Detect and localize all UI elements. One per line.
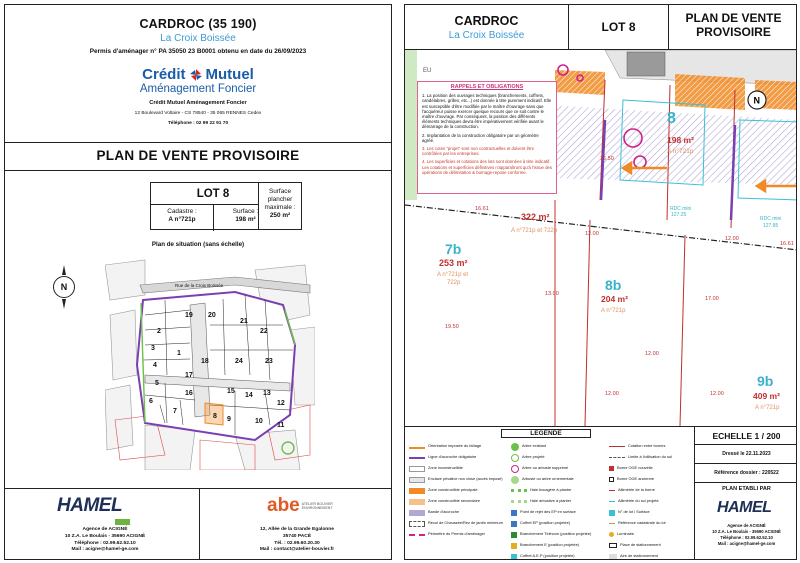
legend-item <box>609 529 695 540</box>
lot7b-cad-2: 722p <box>447 280 461 286</box>
legend-item-label: Branchement E (position projetée) <box>520 542 580 548</box>
hamel-logo-text: HAMEL <box>57 495 123 516</box>
map-lot-number: 23 <box>265 358 273 365</box>
parcel-eu-label: EU <box>423 68 432 74</box>
credit-mutuel-phone: Téléphone : 02 99 22 91 70 <box>167 121 229 126</box>
map-lot-number: 13 <box>263 390 271 397</box>
legend-item <box>409 463 509 474</box>
legend-item-label: Enclave privative non close (accès imposé) <box>428 476 503 482</box>
credit-mutuel-logo <box>142 66 254 83</box>
lot7-area: 322 m² <box>521 212 550 222</box>
legend-item-label: Altimétrie du sol projeté <box>618 498 659 504</box>
legend-item-label: Branchement Télécom (position projetée) <box>520 531 592 537</box>
legend-item-label: Coffret EP (position projetée) <box>520 520 571 526</box>
hamel-mail: Mail : acigne@hamel-ge.com <box>71 547 139 553</box>
legend-item-label: N° de lot / Surface <box>618 509 650 515</box>
legend-item-label: Arbre ou arbuste supprimé <box>522 465 569 471</box>
plancher-box <box>258 182 302 230</box>
legend-item-label: Zone constructible principale <box>428 487 478 493</box>
legend-item <box>609 540 695 551</box>
rappels-p2: 2. Implantation de la construction obligatoire par un géomètre agréé. <box>422 132 539 143</box>
map-lot-number: 24 <box>235 358 243 365</box>
plan-north-letter: N <box>753 95 760 106</box>
credit-mutuel-brand-1: Crédit <box>142 66 186 83</box>
lot8b-cadastre: A n°721p <box>601 308 626 314</box>
left-sheet <box>4 4 392 560</box>
rappels-p3: 3. Les cotes "projet" sont non contractuelles et doivent être contrôlées par les entreprises. <box>422 146 534 157</box>
legend-item <box>511 507 607 518</box>
hamel-logo <box>57 495 122 517</box>
map-lot-number: 2 <box>157 328 161 335</box>
situation-map <box>105 255 315 470</box>
left-title-block <box>5 5 391 55</box>
legend-item-label: Zone constructible secondaire <box>428 498 480 504</box>
map-lot-number: 16 <box>185 390 193 397</box>
right-header <box>405 5 796 50</box>
legend-item-label: Arbuste ou arbre ornementale <box>522 476 574 482</box>
plan-dimension: 12.00 <box>645 351 659 357</box>
lot8b-num: 8b <box>605 277 622 293</box>
map-lot-number: 10 <box>255 418 263 425</box>
right-lot-title: LOT 8 <box>569 5 669 49</box>
legend-item <box>511 463 607 474</box>
plan-dimension: 12.00 <box>585 231 599 237</box>
legend-item-label: Ligne d'accroche obligatoire <box>428 454 477 460</box>
legend-item <box>609 463 695 474</box>
legend-item-label: Borne OGE ancienne <box>617 476 654 482</box>
legend-item <box>409 529 509 540</box>
plan-dimension: 16.50 <box>600 156 614 162</box>
right-hamel-mail: Mail : acigne@hamel-ge.com <box>717 541 776 546</box>
rappels-p1: 1. La position des ouvrages techniques (branchements, coffrets, candélabres, grilles, etc...) est donnée à titre purement indicatif. Elle est susceptible d'être modifiée par le maître d'ouvrage sans que l'acquéreur puisse exercer quelque recours que ce soit contre le maître d'ouvrage. Par conséquent, la position des différents éléments techniques devra être impérativement vérifiée avant le démarrage de la construction. <box>422 93 552 130</box>
legend-item-label: Zone inconstructible <box>428 465 463 471</box>
legend-title: LEGENDE <box>501 429 591 438</box>
cadastre-label: Cadastre : <box>167 208 197 215</box>
map-lot-number: 17 <box>185 372 193 379</box>
plancher-label-2: plancher <box>267 196 293 203</box>
divider <box>5 142 391 143</box>
cadastre-cell <box>151 205 214 231</box>
right-lieu: La Croix Boissée <box>448 30 525 41</box>
plan-dimension: 12.00 <box>725 236 739 242</box>
abe-address-1: 12, Allée de la Grande Egalonne <box>259 527 335 532</box>
divider <box>5 170 391 171</box>
lot8b-area: 204 m² <box>601 294 628 304</box>
credit-mutuel-emblem-icon <box>189 68 203 82</box>
legend-item-label: Référence cadastrale du lot <box>618 520 666 526</box>
legend-item-label: Haie bocagère à planter <box>530 487 572 493</box>
plancher-label-3: maximale : <box>264 204 296 211</box>
legend-item <box>609 496 695 507</box>
rappels-p4: 4. Les superficies et cotations des lots sont données à titre indicatif. Les cotations et superficies définitives n'apparaîtront qu'à l'issue des opérations de délimitation & bornage-repose conforme. <box>422 159 553 175</box>
surface-label: Surface : <box>232 208 259 215</box>
legend-item-label: Bande d'accroche <box>428 509 460 515</box>
legend-item-label: Recul de Chaussée/Rez de jardin minimum <box>428 520 503 526</box>
right-commune-cell <box>405 5 569 49</box>
left-footer <box>5 488 391 560</box>
legend-column-1 <box>409 441 509 540</box>
lot-title: LOT 8 <box>151 183 275 205</box>
right-commune: CARDROC <box>454 14 519 28</box>
abe-logo <box>267 495 342 517</box>
rdc-1-value: 127.25 <box>671 212 687 218</box>
plancher-label-1: Surface <box>268 188 292 195</box>
hamel-contact <box>35 527 175 554</box>
scale-label: ECHELLE 1 / 200 <box>695 427 797 445</box>
legend-item <box>409 507 509 518</box>
map-lot-number: 18 <box>201 358 209 365</box>
legend-item-label: Haie arbustive à planter <box>530 498 572 504</box>
legend-item <box>511 441 607 452</box>
right-plan-title-1: PLAN DE VENTE <box>685 11 782 25</box>
right-sheet <box>404 4 797 560</box>
plan-dimension: 16.61 <box>475 206 489 212</box>
map-lot-number: 1 <box>177 350 181 357</box>
legend-item <box>409 518 509 529</box>
plan-info-block <box>695 426 797 560</box>
map-lot-number: 4 <box>153 362 157 369</box>
legend-item <box>511 540 607 551</box>
plancher-value: 250 m² <box>269 212 291 219</box>
credit-mutuel-name: Crédit Mutuel Aménagement Foncier <box>149 100 247 106</box>
map-lot-number: 3 <box>151 345 155 352</box>
plan-dimension: 12.00 <box>710 391 724 397</box>
legend-item <box>511 485 607 496</box>
legend-item-label: Aire de stationnement <box>620 553 658 559</box>
legend-item-label: Arbre existant <box>522 443 547 449</box>
plan-title: PLAN DE VENTE PROVISOIRE <box>96 148 300 163</box>
legend-item <box>609 507 695 518</box>
credit-mutuel-brand-2: Mutuel <box>205 66 254 83</box>
legend-item <box>409 474 509 485</box>
legend-item <box>609 551 695 560</box>
hamel-agency: Agence de ACIGNÉ <box>82 527 128 532</box>
map-lot-number: 15 <box>227 388 235 395</box>
legend-item <box>409 485 509 496</box>
legend-item <box>609 474 695 485</box>
legend-item-label: Point de rejet des EP en surface <box>520 509 576 515</box>
legend-item-label: Orientation imposée du faîtage <box>428 443 482 449</box>
rdc-2-value: 127.85 <box>763 223 779 229</box>
lot7b-num: 7b <box>445 241 462 257</box>
legend-item <box>609 452 695 463</box>
rdc-1-label: RDC mini <box>670 206 692 212</box>
plan-dimension: 12.00 <box>605 391 619 397</box>
plan-by-label: PLAN ETABLI PAR <box>722 486 771 492</box>
map-lot-number: 21 <box>240 318 248 325</box>
legend-item-label: Borne OGE nouvelle <box>617 465 653 471</box>
hamel-address: 10 Z.A. Le Boulais - 35690 ACIGNÉ <box>64 533 146 539</box>
right-hamel-contact <box>697 523 796 547</box>
surface-value: 198 m² <box>235 216 256 223</box>
legend-item-label: Cotation entre bornes <box>628 443 666 449</box>
lot9b-num: 9b <box>757 373 774 389</box>
legend-item-label: Arbre projeté <box>522 454 545 460</box>
right-hamel-logo-text: HAMEL <box>717 499 772 516</box>
legend-column-3 <box>609 441 695 560</box>
plan-dimension: 19.50 <box>445 324 459 330</box>
legend-item-label: Place de stationnement <box>620 542 661 548</box>
rappels-title: RAPPELS ET OBLIGATIONS <box>450 84 524 90</box>
legend-item <box>511 518 607 529</box>
right-hamel-address: 10 Z.A. Le Boulais - 35690 ACIGNÉ <box>712 529 781 534</box>
lot8-cadastre: A n°721p <box>667 148 694 155</box>
north-letter: N <box>60 282 68 292</box>
north-arrow-icon <box>53 276 75 298</box>
lot7-cadastre: A n°721p et 722p <box>511 228 558 234</box>
lot9b-cadastre: A n°721p <box>755 405 780 411</box>
legend-box <box>405 426 695 560</box>
plan-dimension: 17.00 <box>705 296 719 302</box>
lot9b-area: 409 m² <box>753 391 780 401</box>
map-lot-number: 8 <box>213 413 217 420</box>
legend-item <box>511 529 607 540</box>
right-hamel-logo <box>717 499 771 517</box>
credit-mutuel-sub: Aménagement Foncier <box>139 83 257 95</box>
right-hamel-agency: Agence de ACIGNÉ <box>727 523 766 528</box>
map-lot-number: 12 <box>277 400 285 407</box>
map-lot-number: 22 <box>260 328 268 335</box>
map-lot-number: 19 <box>185 312 193 319</box>
lot7b-cad-1: A n°721p et <box>437 272 469 278</box>
rdc-2-label: RDC mini <box>760 216 782 222</box>
map-lot-number: 20 <box>208 312 216 319</box>
situation-label: Plan de situation (sans échelle) <box>151 241 245 248</box>
abe-address-2: 35740 PACÉ <box>282 533 312 539</box>
legend-item <box>409 496 509 507</box>
legend-item-label: Périmètre du Permis d'aménager <box>428 531 485 537</box>
legend-column-2 <box>511 441 607 560</box>
legend-item-label: Luminaire <box>617 531 635 537</box>
map-lot-number: 9 <box>227 416 231 423</box>
plan-dimension: 13.00 <box>545 291 559 297</box>
legend-item-label: Limite à l'utilisation du sol <box>628 454 672 460</box>
commune-title: CARDROC (35 190) <box>139 17 257 31</box>
abe-logo-sub: ATELIER BOUVIER ENVIRONNEMENT <box>301 502 333 510</box>
plan-dimension: 16.61 <box>780 241 794 247</box>
right-plan-title <box>669 5 797 49</box>
credit-mutuel-block <box>5 66 391 126</box>
legend-item <box>511 551 607 560</box>
legend-item-label: Coffret A.E.P (position projetée) <box>520 553 575 559</box>
map-lot-number: 11 <box>277 422 285 429</box>
cadastre-value: A n°721p <box>168 216 196 223</box>
date-label: Dressé le 22.11.2023 <box>695 445 797 464</box>
legend-item-label: Altimétrie de la borne <box>618 487 655 493</box>
reference-label: Référence dossier : 220522 <box>695 464 797 483</box>
abe-contact <box>227 527 367 554</box>
legend-item <box>409 452 509 463</box>
permis-text: Permis d'aménager n° PA 35050 23 B0001 obtenu en date du 26/09/2023 <box>89 48 307 55</box>
legend-item <box>511 452 607 463</box>
legend-item <box>609 518 695 529</box>
credit-mutuel-address: 12 Boulevard Voltaire - CS 78540 - 35 065 RENNES Cedex <box>134 111 262 116</box>
lot8-area: 198 m² <box>667 135 694 145</box>
legend-item <box>609 485 695 496</box>
abe-logo-text: abe <box>267 495 300 516</box>
lot7b-area: 253 m² <box>439 258 468 268</box>
legend-item <box>511 496 607 507</box>
map-lot-number: 6 <box>149 398 153 405</box>
map-lot-number: 7 <box>173 408 177 415</box>
lot8-num: 8 <box>667 110 676 127</box>
legend-item <box>511 474 607 485</box>
rappels-box <box>417 81 557 194</box>
map-road-label: Rue de la Croix Boissée <box>175 283 224 288</box>
map-lot-number: 5 <box>155 380 159 387</box>
footer-divider <box>199 489 200 560</box>
right-hamel-phone: Téléphone : 02.99.62.52.10 <box>720 535 773 540</box>
abe-phone: Tél. : 02.99.60.20.30 <box>274 540 320 546</box>
hamel-logo-bar <box>115 519 130 525</box>
lieu-subtitle: La Croix Boissée <box>160 33 236 44</box>
right-plan-title-2: PROVISOIRE <box>696 25 771 39</box>
map-lot-number: 14 <box>245 392 253 399</box>
legend-item <box>409 441 509 452</box>
abe-mail: Mail : contact@atelier-bouvier.fr <box>259 547 335 553</box>
hamel-phone: Téléphone : 02.99.62.52.10 <box>74 540 136 546</box>
legend-item <box>609 441 695 452</box>
